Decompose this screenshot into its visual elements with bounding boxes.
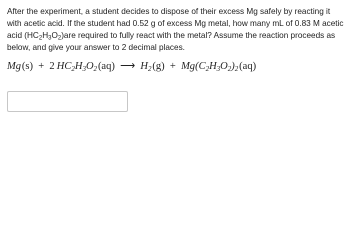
equation-operator: +	[38, 61, 45, 72]
equation-term: H	[209, 61, 217, 72]
equation-term: H	[140, 61, 148, 72]
subscript: 2	[234, 65, 239, 73]
equation-term: HC	[56, 61, 72, 72]
question-text-part: H	[42, 31, 49, 40]
subscript: 2	[38, 35, 43, 42]
equation-paren: (	[195, 61, 199, 72]
subscript: 2	[148, 65, 152, 73]
equation-coefficient: 2	[49, 61, 55, 72]
subscript: 3	[82, 65, 86, 73]
subscript: 2	[71, 65, 75, 73]
subscript: 3	[48, 35, 52, 42]
equation-term: Mg	[181, 61, 196, 72]
equation-term: C	[198, 61, 206, 72]
subscript: 2	[205, 65, 210, 73]
subscript: 2	[93, 65, 98, 73]
equation-term: O	[220, 61, 228, 72]
answer-input[interactable]	[7, 91, 128, 112]
equation-state: (g)	[152, 61, 165, 72]
subscript: 2	[57, 35, 62, 42]
question-text-part: )are required to fully react with the metal? Assume the reaction proceeds as below, and give your answer to 2 decimal places.	[7, 31, 336, 52]
equation-term: Mg	[7, 61, 21, 72]
question-text-part: O	[51, 31, 58, 40]
subscript: 2	[227, 65, 232, 73]
question-text-part: After the experiment, a student decides to dispose of their excess Mg safely by reacting it with acetic acid. If the student had 0.52 g of excess Mg metal, how many mL of 0.83 M acetic acid (HC	[7, 7, 344, 40]
reaction-arrow: ⟶	[120, 61, 136, 72]
equation-state: (aq)	[239, 61, 257, 72]
reaction-equation	[7, 61, 344, 73]
equation-term: O	[85, 61, 94, 72]
subscript: 3	[216, 65, 221, 73]
equation-state: (aq)	[97, 61, 115, 72]
equation-state: (s)	[21, 61, 33, 72]
equation-term: H	[74, 61, 83, 72]
question-text	[7, 6, 344, 54]
equation-paren: )	[231, 61, 235, 72]
equation-operator: +	[169, 61, 176, 72]
